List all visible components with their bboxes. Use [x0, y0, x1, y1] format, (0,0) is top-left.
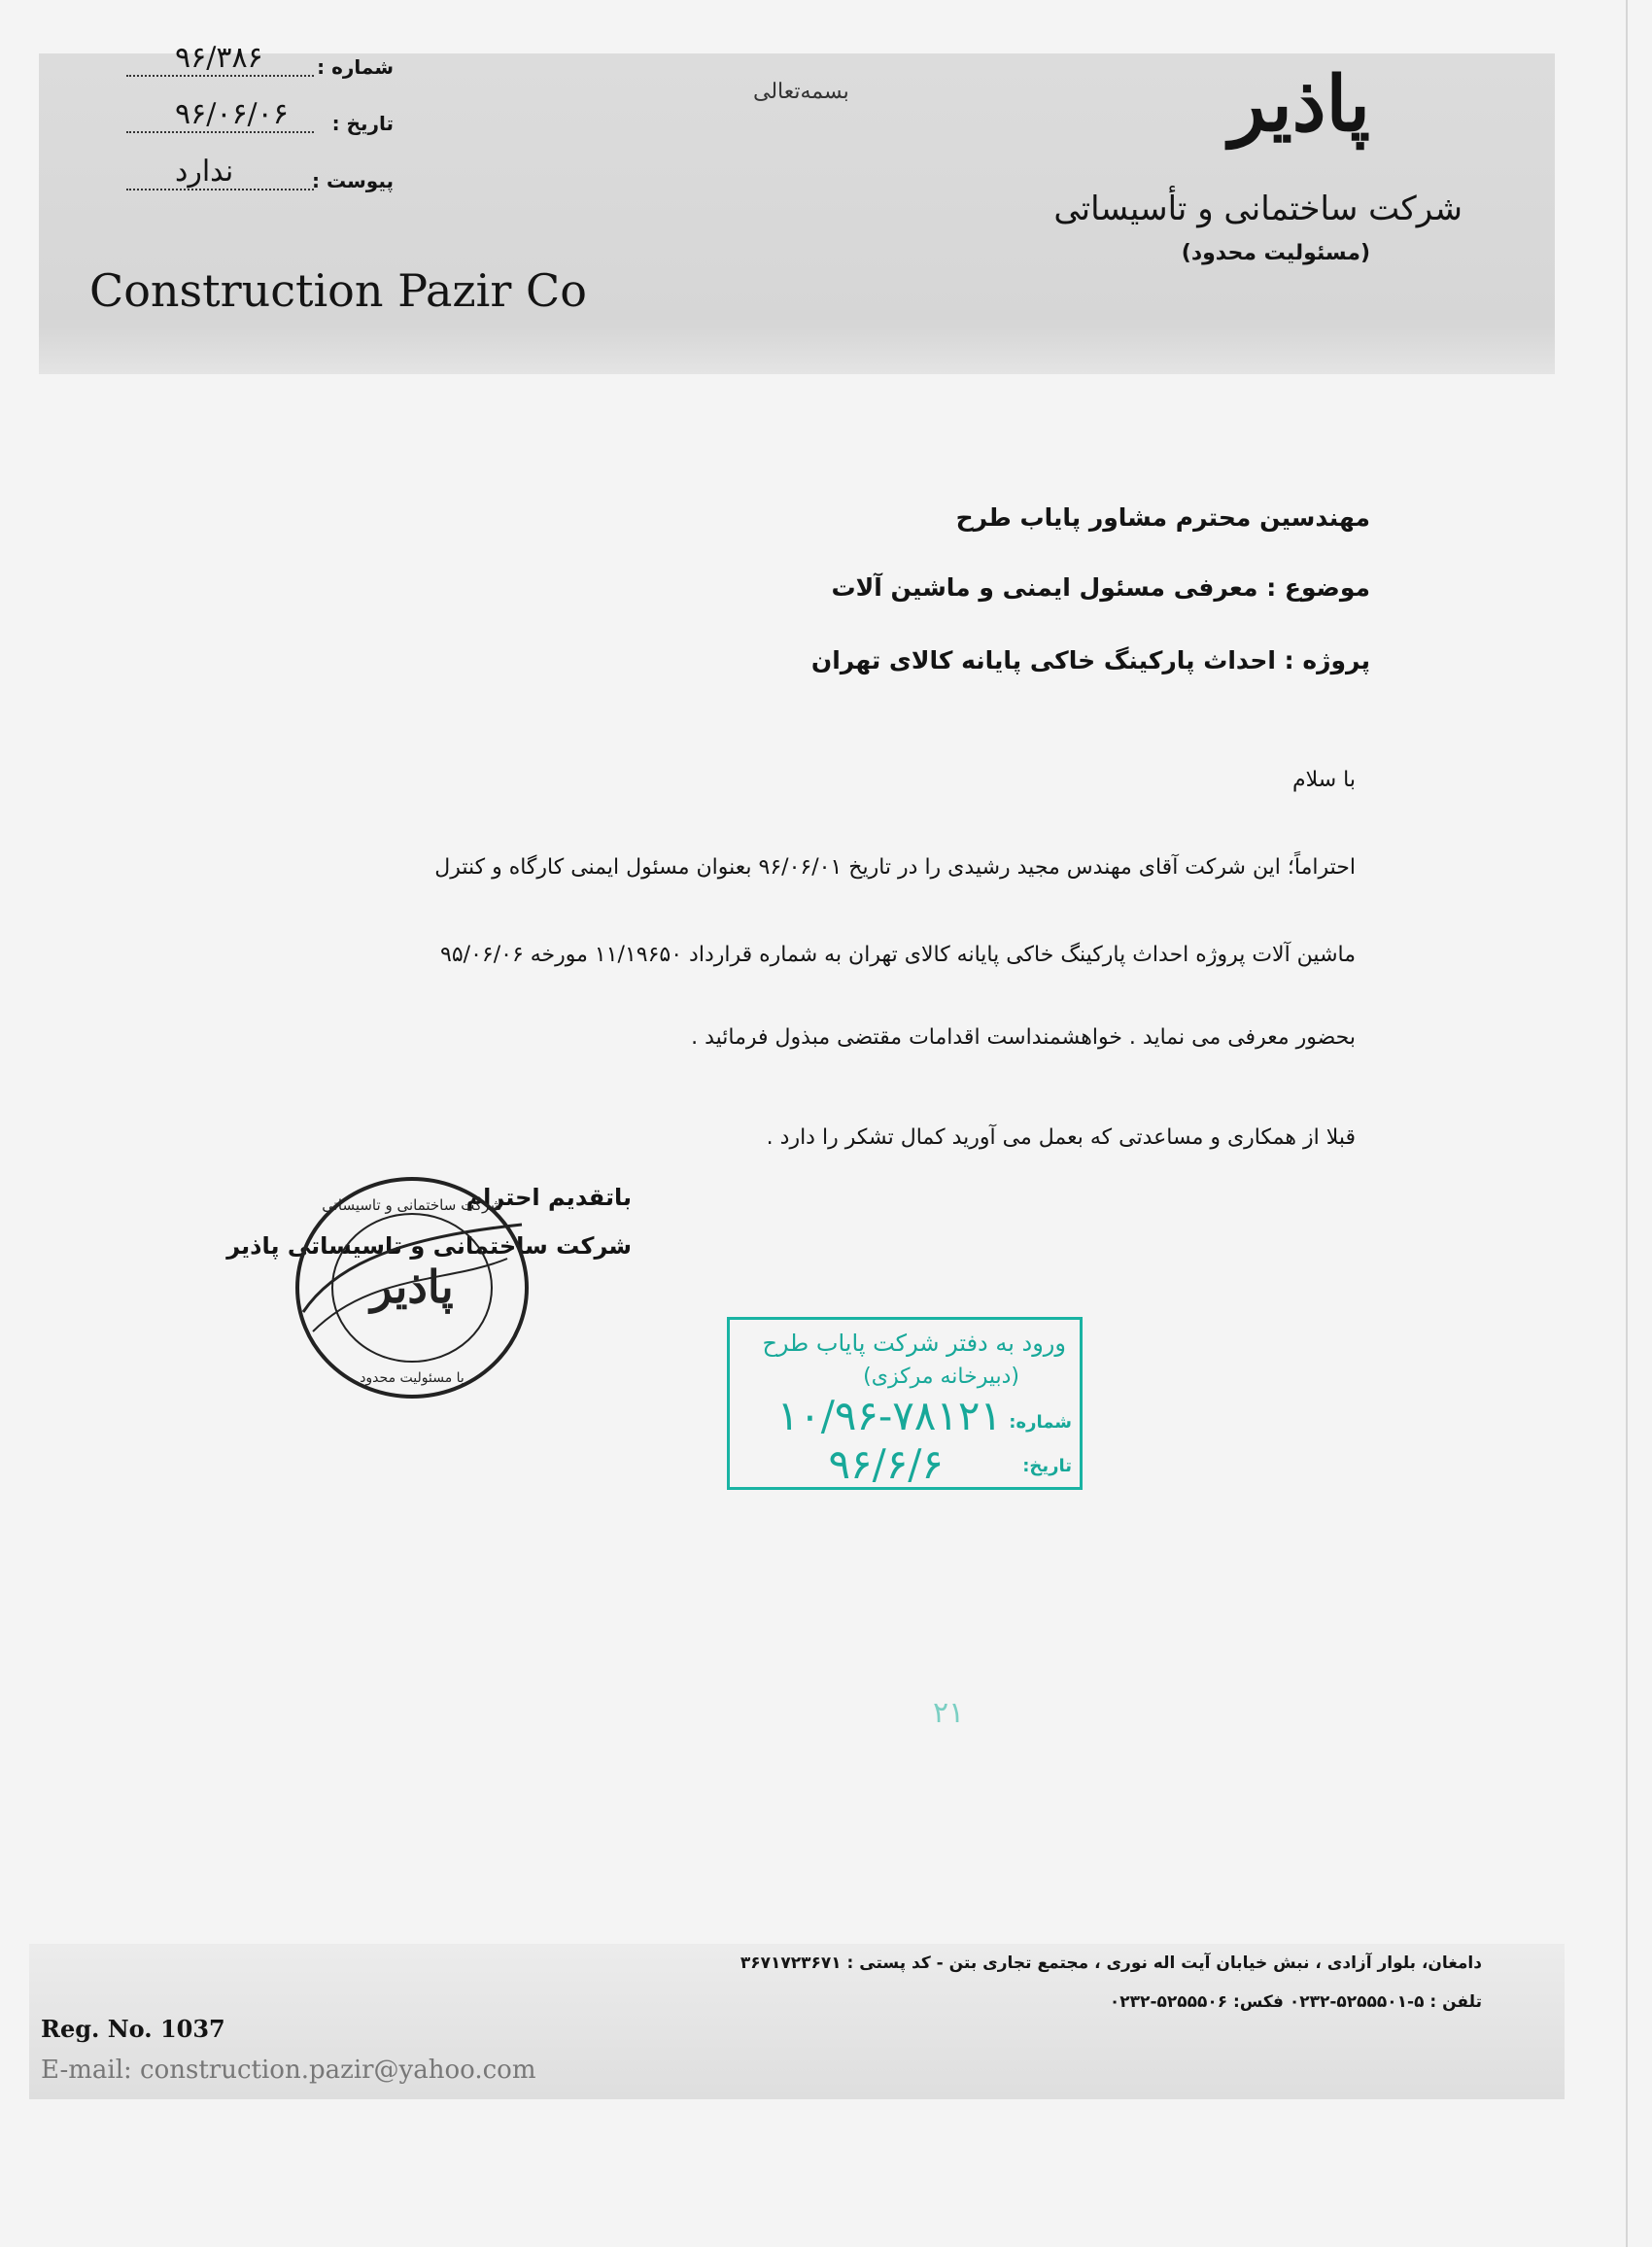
greeting: با سلام [1291, 768, 1356, 792]
seal-center-text: پاذیر [370, 1261, 454, 1313]
signoff-line-1: باتقدیم احترام [465, 1184, 632, 1211]
receipt-stamp [727, 1317, 1083, 1490]
ref-number-label: شماره : [317, 55, 394, 79]
scan-edge [1626, 0, 1628, 2247]
company-logo: پاذیر [1229, 60, 1370, 149]
attachment-row [126, 157, 394, 196]
ref-number-line [126, 75, 314, 77]
ref-number-row [126, 41, 394, 83]
subject: موضوع : معرفی مسئول ایمنی و ماشین آلات [831, 573, 1370, 602]
footer-phone: تلفن : ۵-۵۲۵۵۵۰۱-۰۲۳۲ فکس: ۵۲۵۵۵۰۶-۰۲۳۲ [1109, 1992, 1482, 2012]
stamp-number-label: شماره: [1009, 1412, 1072, 1433]
body-line-2: ماشین آلات پروژه احداث پارکینگ خاکی پایانه کالای تهران به شماره قرارداد ۱۱/۱۹۶۵۰ مورخه ۹۵/۰۶/۰۶ [440, 943, 1356, 967]
stamp-date-label: تاریخ: [1022, 1456, 1072, 1476]
seal-bottom-text: با مسئولیت محدود [360, 1370, 465, 1386]
date-label: تاریخ : [331, 112, 394, 135]
footer-email: E-mail: construction.pazir@yahoo.com [41, 2056, 536, 2085]
page-mark: ۲۱ [933, 1696, 965, 1730]
stamp-line-1: ورود به دفتر شرکت پایاب طرح [762, 1330, 1066, 1357]
basmala: بسمه‌تعالی [753, 80, 849, 104]
company-name-fa: شرکت ساختمانی و تأسیساتی [1053, 190, 1463, 228]
ref-number-value: ۹۶/۳۸۶ [175, 41, 263, 75]
date-row [126, 97, 394, 139]
signoff-line-2: شرکت ساختمانی و تاسیساتی پاذیر [226, 1232, 632, 1260]
stamp-line-2: (دبیرخانه مرکزی) [863, 1365, 1019, 1389]
footer-address: دامغان، بلوار آزادی ، نبش خیابان آیت اله نوری ، مجتمع تجاری بتن - کد پستی : ۳۶۷۱۷۲۳۶۷۱ [740, 1953, 1482, 1973]
footer-reg-no: Reg. No. 1037 [41, 2015, 225, 2043]
company-name-en: Construction Pazir Co [89, 264, 587, 317]
attachment-line [126, 189, 314, 190]
stamp-number-value: ۱۰/۹۶-۷۸۱۲۱ [776, 1392, 1002, 1439]
date-line [126, 131, 314, 133]
body-line-3: بحضور معرفی می نماید . خواهشمنداست اقدامات مقتضی مبذول فرمائید . [691, 1025, 1356, 1050]
project: پروژه : احداث پارکینگ خاکی پایانه کالای تهران [810, 646, 1370, 674]
attachment-value: ندارد [175, 155, 234, 189]
company-seal [284, 1166, 541, 1409]
company-type: (مسئولیت محدود) [1181, 241, 1370, 265]
date-value: ۹۶/۰۶/۰۶ [175, 97, 289, 131]
seal-ring-text: شرکت ساختمانی و تاسیساتی [322, 1196, 502, 1214]
attachment-label: پیوست : [311, 169, 394, 192]
stamp-date-value: ۹۶/۶/۶ [828, 1440, 944, 1488]
body-line-1: احتراماً؛ این شرکت آقای مهندس مجید رشیدی را در تاریخ ۹۶/۰۶/۰۱ بعنوان مسئول ایمنی کارگاه و کنترل [434, 855, 1356, 880]
closing: قبلا از همکاری و مساعدتی که بعمل می آورید کمال تشکر را دارد . [766, 1125, 1356, 1150]
recipient: مهندسین محترم مشاور پایاب طرح [955, 503, 1370, 532]
